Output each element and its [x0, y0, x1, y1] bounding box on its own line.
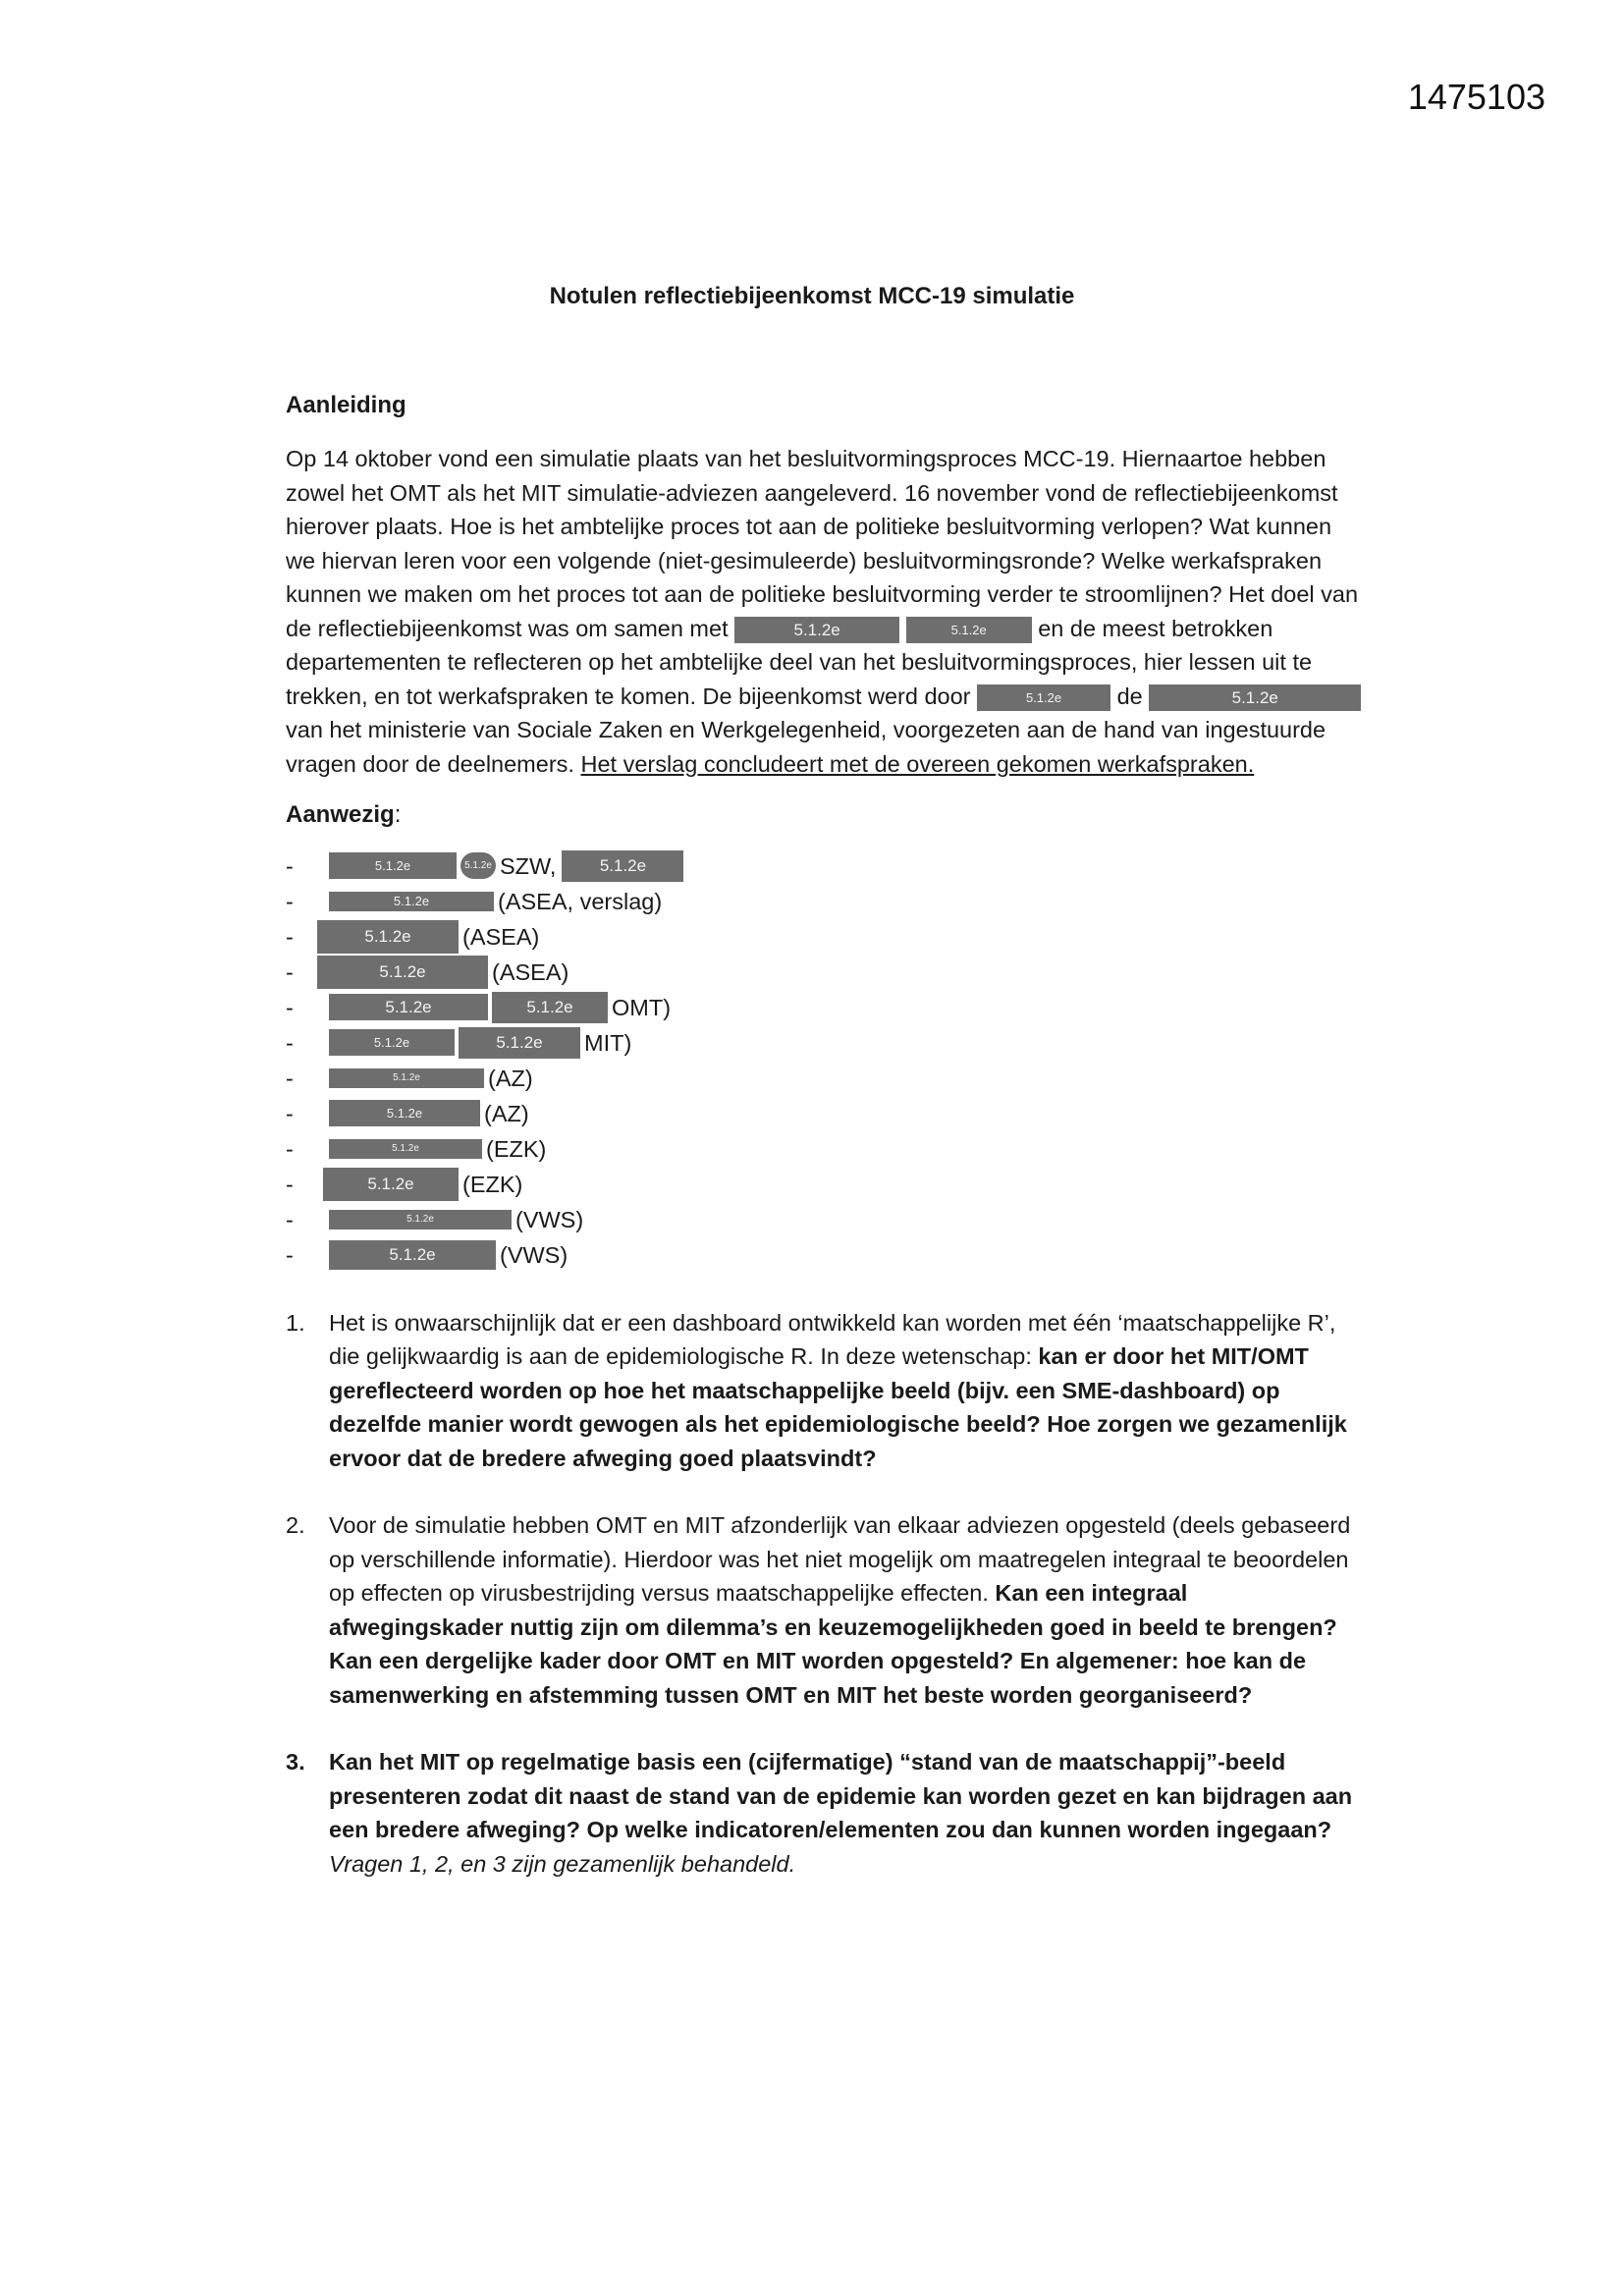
redaction-block: 5.1.2e — [329, 1139, 482, 1159]
attendee-row — [286, 919, 1366, 955]
attendee-affiliation: (EZK) — [486, 1135, 547, 1162]
list-dash: - — [286, 994, 294, 1020]
attendee-row — [286, 1025, 1366, 1061]
list-dash: - — [286, 1241, 294, 1268]
redaction-block: 5.1.2e — [460, 852, 496, 879]
intro-conclusion-underlined: Het verslag concludeert met de overeen gekomen werkafspraken. — [580, 750, 1255, 777]
question-bold-text: Kan een integraal afwegingskader nuttig zijn om dilemma’s en keuzemogelijkheden goed in beeld te brengen? Kan een dergelijke kader door OMT en MIT worden opgesteld? En algemener: hoe kan de samenwerking en afstemming tussen OMT en MIT het beste worden georganiseerd? — [329, 1580, 1337, 1708]
document-body — [286, 389, 1366, 1914]
list-dash: - — [286, 958, 294, 985]
document-number: 1475103 — [1407, 77, 1545, 117]
attendee-affiliation: SZW, — [500, 852, 557, 879]
redaction-block: 5.1.2e — [329, 1100, 480, 1126]
question-number: 1. — [286, 1309, 305, 1336]
question-text: Het is onwaarschijnlijk dat er een dashboard ontwikkeld kan worden met één ‘maatschappelijke R’, die gelijkwaardig is aan de epidemiologische R. In deze wetenschap: — [329, 1309, 1336, 1369]
redaction-block: 5.1.2e — [329, 852, 457, 879]
redaction-block: 5.1.2e — [317, 956, 488, 989]
redaction-block: 5.1.2e — [459, 1027, 580, 1059]
redaction-block: 5.1.2e — [329, 1210, 512, 1230]
question-item — [286, 1306, 1366, 1476]
attendee-row — [286, 955, 1366, 990]
intro-text-1: Op 14 oktober vond een simulatie plaats van het besluitvormingsproces MCC-19. Hiernaartoe hebben zowel het OMT als het MIT simulatie-adviezen aangeleverd. 16 november vond de reflectiebijeenkomst hierover plaats. Hoe is het ambtelijke proces tot aan de politieke besluitvorming verlopen? Wat kunnen we hiervan leren voor een volgende (niet-gesimuleerde) besluitvormingsronde? Welke werkafspraken kunnen we maken om het proces tot aan de politieke besluitvorming verder te stroomlijnen? Het doel van de reflectiebijeenkomst was om samen met — [286, 446, 1359, 641]
question-note: Vragen 1, 2, en 3 zijn gezamenlijk behandeld. — [329, 1850, 796, 1877]
intro-text-4: van het ministerie van Sociale Zaken en Werkgelegenheid, voorgezeten aan de hand van ingestuurde vragen door de deelnemers. — [286, 717, 1326, 777]
question-bold-text: kan er door het MIT/OMT gereflecteerd worden op hoe het maatschappelijke beeld (bijv. een SME-dashboard) op dezelfde manier wordt gewogen als het epidemiologische beeld? Hoe zorgen we gezamenlijk ervoor dat de bredere afweging goed plaatsvindt? — [329, 1343, 1347, 1471]
attendee-row — [286, 1167, 1366, 1202]
redaction-block: 5.1.2e — [329, 1029, 455, 1056]
redaction-block: 5.1.2e — [329, 1240, 496, 1270]
intro-text-3: de — [1116, 683, 1143, 709]
redaction-block: 5.1.2e — [492, 992, 608, 1023]
redaction-block: 5.1.2e — [562, 850, 683, 882]
list-dash: - — [286, 1065, 294, 1091]
list-dash: - — [286, 1029, 294, 1056]
attendee-row — [286, 884, 1366, 919]
attendee-affiliation: (ASEA) — [462, 923, 540, 950]
attendee-affiliation: (VWS) — [515, 1206, 584, 1232]
question-text: Voor de simulatie hebben OMT en MIT afzonderlijk van elkaar adviezen opgesteld (deels gebaseerd op verschillende informatie). Hierdoor was het niet mogelijk om maatregelen integraal te beoordelen op effecten op virusbestrijding versus maatschappelijke effecten. — [329, 1512, 1351, 1606]
attendee-row — [286, 1096, 1366, 1131]
attendee-affiliation: (ASEA, verslag) — [498, 888, 663, 914]
attendee-affiliation: MIT) — [584, 1029, 632, 1056]
list-dash: - — [286, 1206, 294, 1232]
list-dash: - — [286, 1135, 294, 1162]
redaction-block: 5.1.2e — [977, 684, 1110, 711]
question-bold-text: Kan het MIT op regelmatige basis een (cijfermatige) “stand van de maatschappij”-beeld presenteren zodat dit naast de stand van de epidemie kan worden gezet en kan bijdragen aan een bredere afweging? Op welke indicatoren/elementen zou dan kunnen worden ingegaan? — [329, 1749, 1353, 1842]
attendee-affiliation: OMT) — [612, 994, 672, 1020]
attendee-affiliation: (EZK) — [462, 1171, 523, 1197]
question-item — [286, 1508, 1366, 1712]
list-dash: - — [286, 852, 294, 879]
redaction-block: 5.1.2e — [329, 892, 494, 911]
attendee-affiliation: (ASEA) — [492, 958, 569, 985]
attendee-affiliation: (AZ) — [484, 1100, 529, 1126]
document-title: Notulen reflectiebijeenkomst MCC-19 simulatie — [549, 283, 1075, 309]
redaction-block: 5.1.2e — [323, 1168, 459, 1201]
redaction-block: 5.1.2e — [329, 994, 488, 1020]
list-dash: - — [286, 1100, 294, 1126]
intro-text-2: en de meest betrokken departementen te reflecteren op het ambtelijke deel van het besluitvormingsproces, hier lessen uit te trekken, en tot werkafspraken te komen. De bijeenkomst werd door — [286, 615, 1313, 709]
question-list — [286, 1306, 1366, 1882]
attendance-list — [286, 848, 1366, 1273]
question-number: 2. — [286, 1512, 305, 1538]
attendee-row — [286, 990, 1366, 1025]
redaction-block: 5.1.2e — [329, 1068, 484, 1088]
question-number: 3. — [286, 1749, 305, 1775]
redaction-block: 5.1.2e — [734, 617, 899, 643]
section-heading-aanleiding: Aanleiding — [286, 392, 406, 418]
attendee-affiliation: (VWS) — [500, 1241, 568, 1268]
intro-paragraph — [286, 442, 1366, 781]
attendee-row — [286, 1202, 1366, 1237]
redaction-block: 5.1.2e — [906, 617, 1032, 643]
attendance-heading: Aanwezig: — [286, 801, 402, 828]
attendee-row — [286, 1131, 1366, 1167]
attendee-affiliation: (AZ) — [488, 1065, 533, 1091]
list-dash: - — [286, 888, 294, 914]
attendee-row — [286, 1237, 1366, 1273]
redaction-block: 5.1.2e — [1149, 684, 1361, 711]
attendee-row — [286, 1061, 1366, 1096]
question-item — [286, 1745, 1366, 1881]
redaction-block: 5.1.2e — [317, 920, 459, 954]
attendee-row — [286, 848, 1366, 884]
list-dash: - — [286, 923, 294, 950]
list-dash: - — [286, 1171, 294, 1197]
